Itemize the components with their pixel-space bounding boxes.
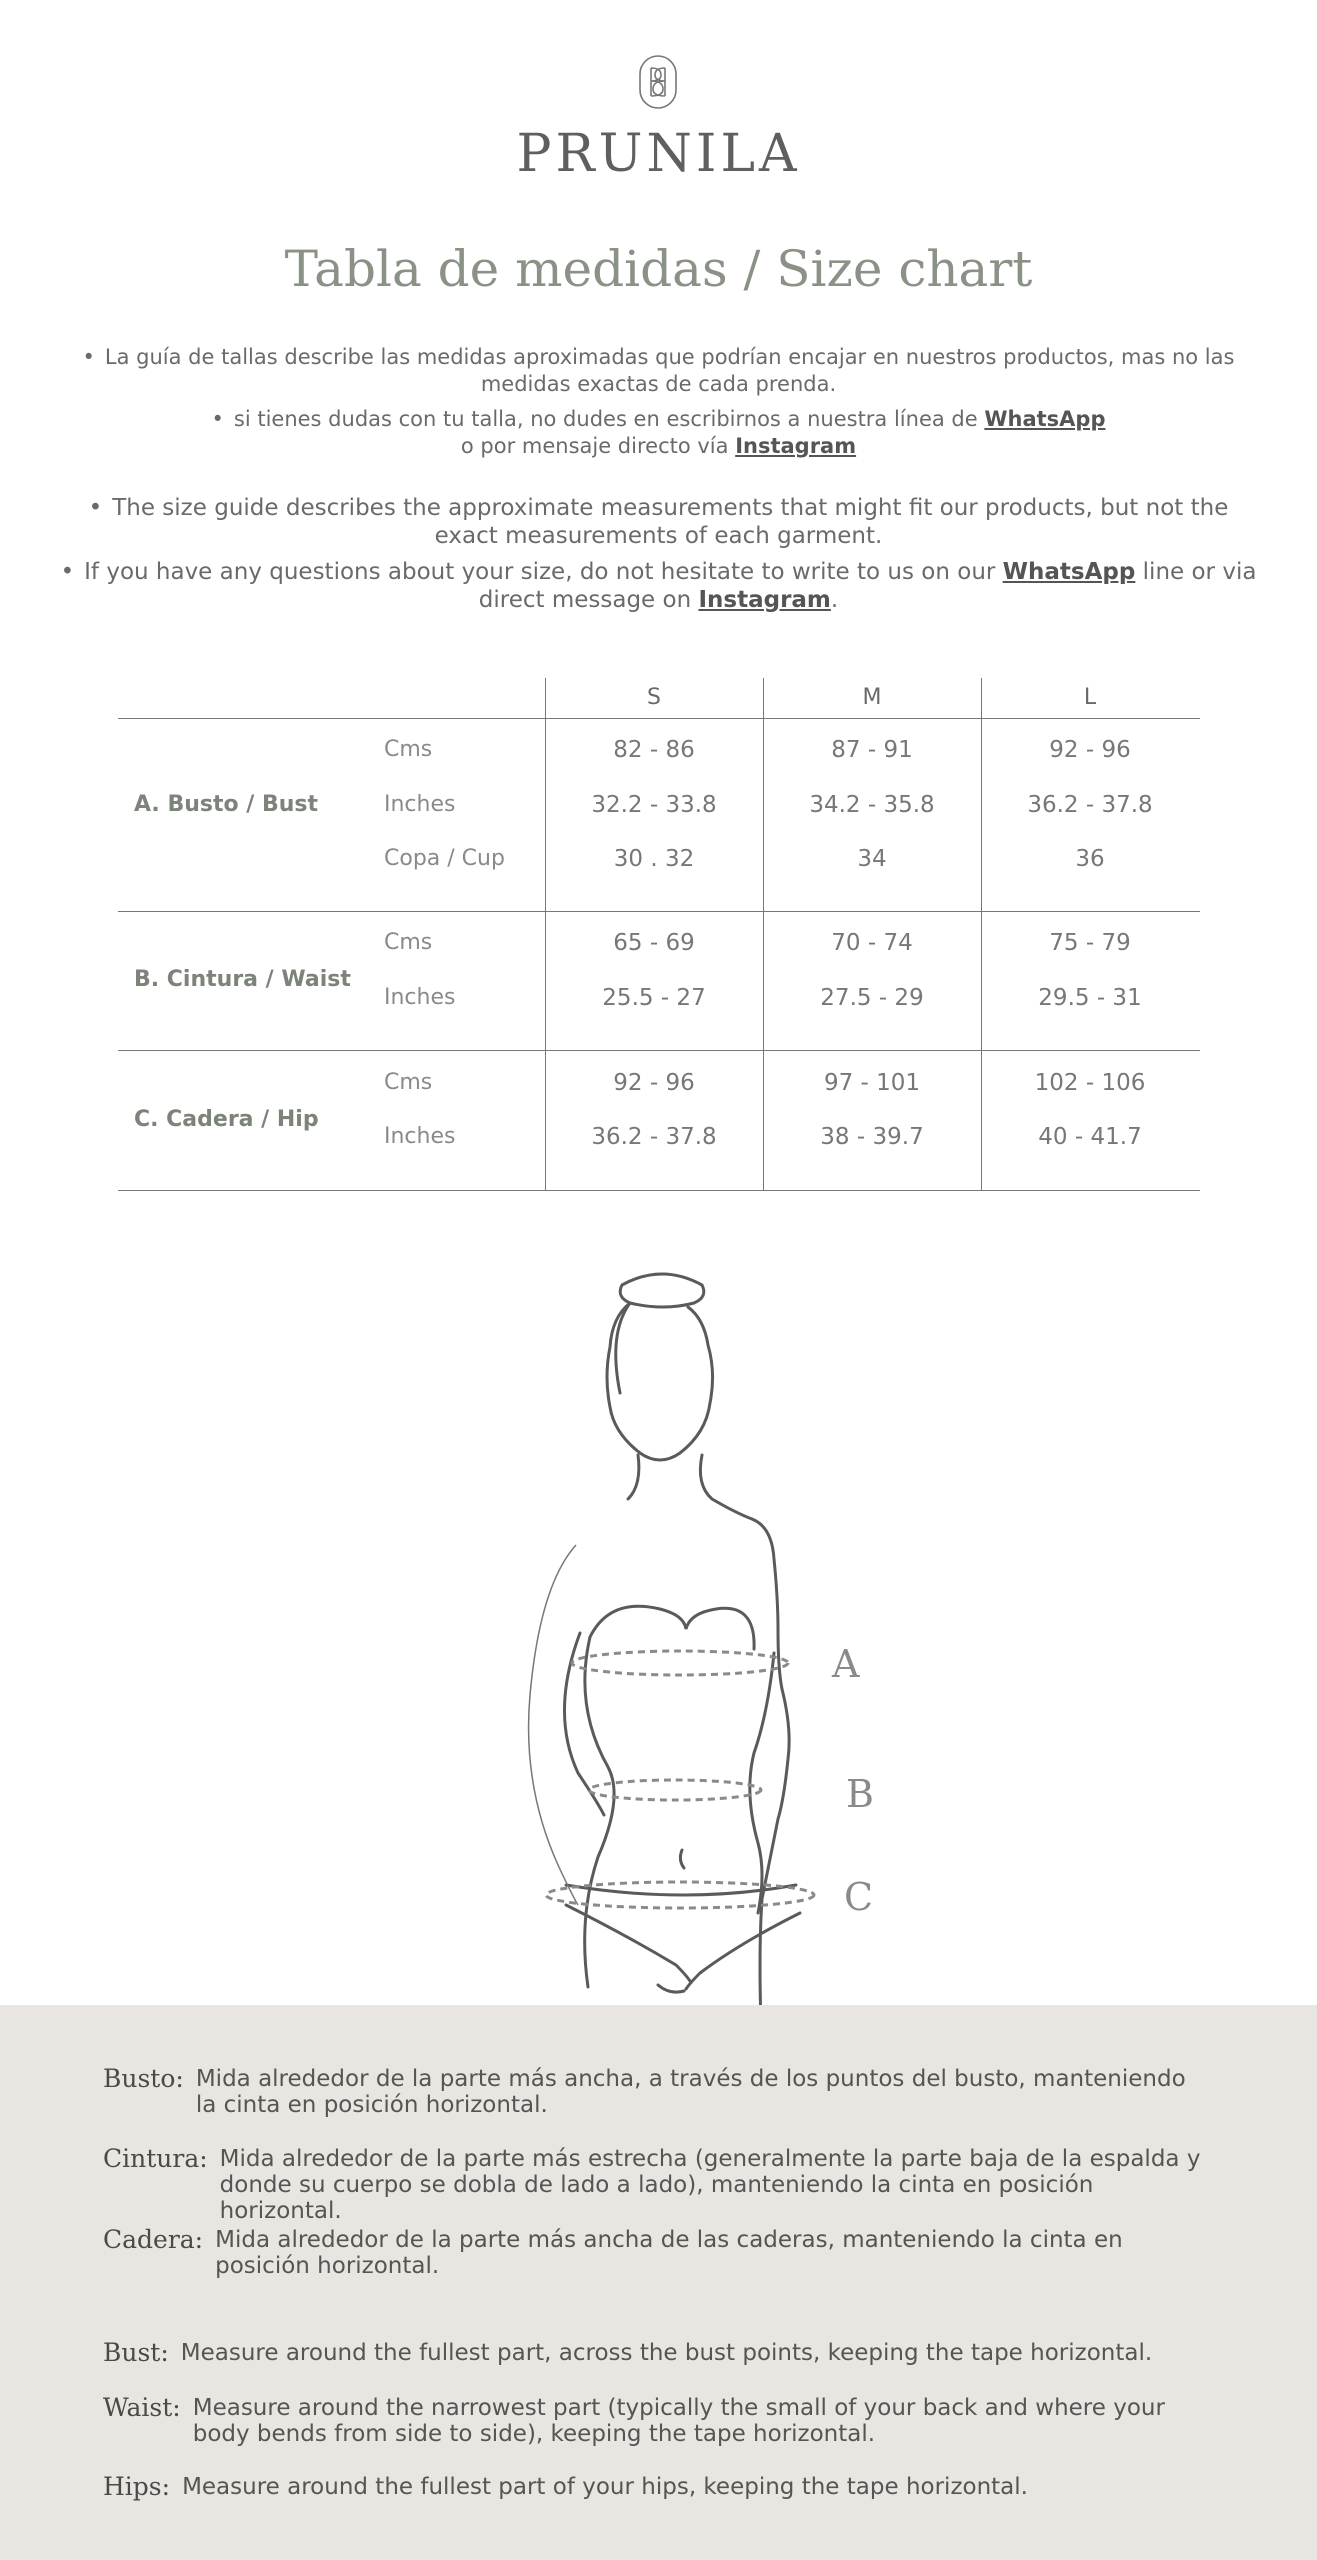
table-cell: 97 - 101 bbox=[823, 1070, 921, 1096]
definition-term: Busto: bbox=[103, 2064, 184, 2093]
table-divider bbox=[118, 718, 1200, 719]
table-divider bbox=[118, 1190, 1200, 1191]
row-label-hip: C. Cadera / Hip bbox=[134, 1107, 319, 1132]
table-cell: 40 - 41.7 bbox=[1038, 1124, 1142, 1150]
unit-label: Inches bbox=[384, 1124, 456, 1149]
page-title: Tabla de medidas / Size chart bbox=[284, 240, 1033, 298]
definition-waist bbox=[103, 2395, 1213, 2447]
table-cell: 38 - 39.7 bbox=[820, 1124, 924, 1150]
table-cell: 70 - 74 bbox=[831, 930, 913, 956]
instagram-link-es[interactable]: Instagram bbox=[735, 434, 857, 458]
definition-cintura bbox=[103, 2146, 1213, 2224]
row-label-waist: B. Cintura / Waist bbox=[134, 967, 351, 992]
definition-text: Measure around the fullest part, across the bust points, keeping the tape horizontal. bbox=[180, 2340, 1153, 2366]
definition-bust bbox=[103, 2340, 1213, 2366]
table-cell: 65 - 69 bbox=[613, 930, 695, 956]
table-cell: 30 . 32 bbox=[613, 846, 695, 872]
table-cell: 34 bbox=[857, 846, 887, 872]
definition-term: Bust: bbox=[103, 2338, 169, 2367]
label-a: A bbox=[832, 1642, 860, 1686]
whatsapp-link-en[interactable]: WhatsApp bbox=[1002, 559, 1136, 585]
table-divider bbox=[118, 911, 1200, 912]
table-cell: 36.2 - 37.8 bbox=[1027, 792, 1153, 818]
definition-text: Mida alrededor de la parte más ancha de las caderas, manteniendo la cinta en posición horizontal. bbox=[215, 2227, 1123, 2279]
table-cell: 102 - 106 bbox=[1034, 1070, 1146, 1096]
unit-label: Copa / Cup bbox=[384, 846, 505, 871]
note-en-2: • If you have any questions about your size, do not hesitate to write to us on our WhatsApp line or via direct message on Instagram. bbox=[60, 559, 1257, 613]
label-b: B bbox=[846, 1772, 874, 1816]
definition-text: Mida alrededor de la parte más estrecha (generalmente la parte baja de la espalda y donde su cuerpo se dobla de lado a lado), manteniendo la cinta en posición horizontal. bbox=[219, 2146, 1201, 2224]
table-cell: 92 - 96 bbox=[1049, 737, 1131, 763]
table-cell: 75 - 79 bbox=[1049, 930, 1131, 956]
note-es-1: • La guía de tallas describe las medidas aproximadas que podrían encajar en nuestros productos, mas no las medidas exactas de cada prenda. bbox=[82, 345, 1235, 396]
whatsapp-link-es[interactable]: WhatsApp bbox=[984, 407, 1106, 431]
definition-term: Cintura: bbox=[103, 2144, 208, 2173]
unit-label: Cms bbox=[384, 737, 433, 762]
table-cell: 87 - 91 bbox=[831, 737, 913, 763]
note-es-2: • si tienes dudas con tu talla, no dudes en escribirnos a nuestra línea de WhatsApp o por mensaje directo vía Instagram bbox=[211, 407, 1106, 458]
definition-term: Hips: bbox=[103, 2472, 171, 2501]
definition-text: Measure around the fullest part of your hips, keeping the tape horizontal. bbox=[182, 2474, 1028, 2500]
size-header-s: S bbox=[647, 685, 661, 710]
unit-label: Cms bbox=[384, 930, 433, 955]
definition-busto bbox=[103, 2066, 1213, 2118]
body-measurement-illustration bbox=[470, 1245, 890, 2005]
definition-term: Cadera: bbox=[103, 2225, 204, 2254]
definition-cadera bbox=[103, 2227, 1213, 2279]
label-c: C bbox=[844, 1875, 874, 1919]
unit-label: Cms bbox=[384, 1070, 433, 1095]
definition-text: Mida alrededor de la parte más ancha, a través de los puntos del busto, manteniendo la cinta en posición horizontal. bbox=[195, 2066, 1186, 2118]
size-header-l: L bbox=[1083, 685, 1097, 710]
brand-logo-icon bbox=[636, 52, 680, 112]
table-cell: 36.2 - 37.8 bbox=[591, 1124, 717, 1150]
table-cell: 92 - 96 bbox=[613, 1070, 695, 1096]
table-cell: 32.2 - 33.8 bbox=[591, 792, 717, 818]
table-cell: 34.2 - 35.8 bbox=[809, 792, 935, 818]
table-cell: 29.5 - 31 bbox=[1038, 985, 1142, 1011]
instagram-link-en[interactable]: Instagram bbox=[698, 587, 831, 613]
table-cell: 82 - 86 bbox=[613, 737, 695, 763]
note-en-1: • The size guide describes the approximate measurements that might fit our products, but not the exact measurements of each garment. bbox=[88, 495, 1229, 549]
unit-label: Inches bbox=[384, 792, 456, 817]
table-divider bbox=[118, 1050, 1200, 1051]
brand-name: PRUNILA bbox=[516, 124, 801, 184]
definition-term: Waist: bbox=[103, 2393, 181, 2422]
definition-hips bbox=[103, 2474, 1213, 2500]
size-chart-table bbox=[118, 678, 1200, 1191]
table-cell: 27.5 - 29 bbox=[820, 985, 924, 1011]
table-cell: 36 bbox=[1075, 846, 1105, 872]
unit-label: Inches bbox=[384, 985, 456, 1010]
row-label-bust: A. Busto / Bust bbox=[134, 792, 319, 817]
definition-text: Measure around the narrowest part (typically the small of your back and where your body bends from side to side), keeping the tape horizontal. bbox=[192, 2395, 1165, 2447]
size-header-m: M bbox=[862, 685, 882, 710]
table-cell: 25.5 - 27 bbox=[602, 985, 706, 1011]
